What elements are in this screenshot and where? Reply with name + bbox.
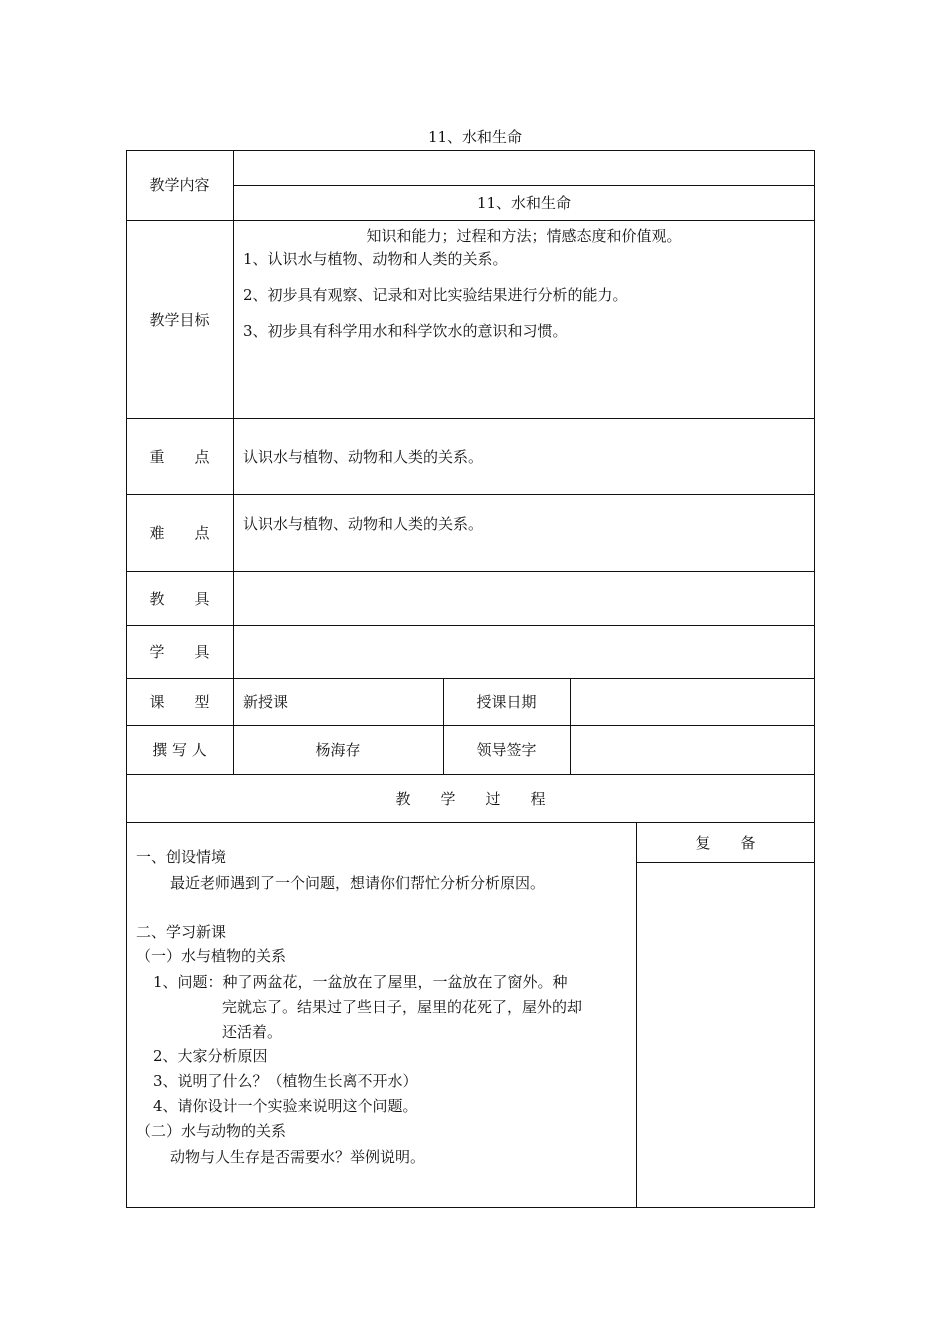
process-line: 还活着。 [222,1023,283,1041]
process-line: 最近老师遇到了一个问题，想请你们帮忙分析分析原因。 [170,874,546,892]
objectives-label: 教学目标 [149,311,210,329]
table-border-right [814,150,815,1208]
row-line-process [126,822,815,823]
process-header: 教 学 过 程 [395,790,546,808]
process-line: 动物与人生存是否需要水？举例说明。 [170,1148,426,1166]
objectives-header: 知识和能力；过程和方法；情感态度和价值观。 [366,227,682,245]
row-line-author [126,725,815,726]
difficulty-label: 难 点 [149,524,210,542]
review-label: 复 备 [695,834,756,852]
process-line: （一）水与植物的关系 [136,947,287,965]
process-line: 4、请你设计一个实验来说明这个问题。 [153,1097,418,1115]
process-line: 一、创设情境 [136,848,227,866]
process-line: 1、问题：种了两盆花，一盆放在了屋里，一盆放在了窗外。种 [153,973,568,991]
objective-item: 2、初步具有观察、记录和对比实验结果进行分析的能力。 [243,286,628,304]
row-line-process-header [126,774,815,775]
process-line: 完就忘了。结果过了些日子，屋里的花死了，屋外的却 [222,998,583,1016]
content-inner-line [233,185,815,186]
mid-divider-2 [570,678,571,774]
objective-item: 1、认识水与植物、动物和人类的关系。 [243,250,508,268]
student-aids-label: 学 具 [149,643,210,661]
lesson-type-value: 新授课 [243,693,289,711]
row-line-difficulty [126,494,815,495]
review-header-line [636,862,815,863]
row-line-aids [126,571,815,572]
key-point-label: 重 点 [149,448,210,466]
sign-label: 领导签字 [476,741,537,759]
process-line: 3、说明了什么？（植物生长离不开水） [153,1072,418,1090]
process-line: 2、大家分析原因 [153,1047,268,1065]
lesson-type-label: 课 型 [149,693,210,711]
row-line-top [126,150,815,151]
process-line: （二）水与动物的关系 [136,1122,287,1140]
row-line-bottom [126,1207,815,1208]
row-line-type [126,678,815,679]
difficulty-value: 认识水与植物、动物和人类的关系。 [243,515,484,533]
teaching-aids-label: 教 具 [149,590,210,608]
author-label: 撰 写 人 [152,741,207,759]
row-line-student-aids [126,625,815,626]
objective-item: 3、初步具有科学用水和科学饮水的意识和习惯。 [243,322,568,340]
key-point-value: 认识水与植物、动物和人类的关系。 [243,448,484,466]
row-line-keypoint [126,418,815,419]
row-line-objectives [126,220,815,221]
process-line: 二、学习新课 [136,923,227,941]
content-value: 11、水和生命 [476,194,572,212]
lesson-date-label: 授课日期 [476,693,537,711]
page-title: 11、水和生命 [427,128,523,146]
content-label: 教学内容 [149,176,210,194]
author-value: 杨海存 [315,741,361,759]
review-column-divider [636,822,637,1208]
